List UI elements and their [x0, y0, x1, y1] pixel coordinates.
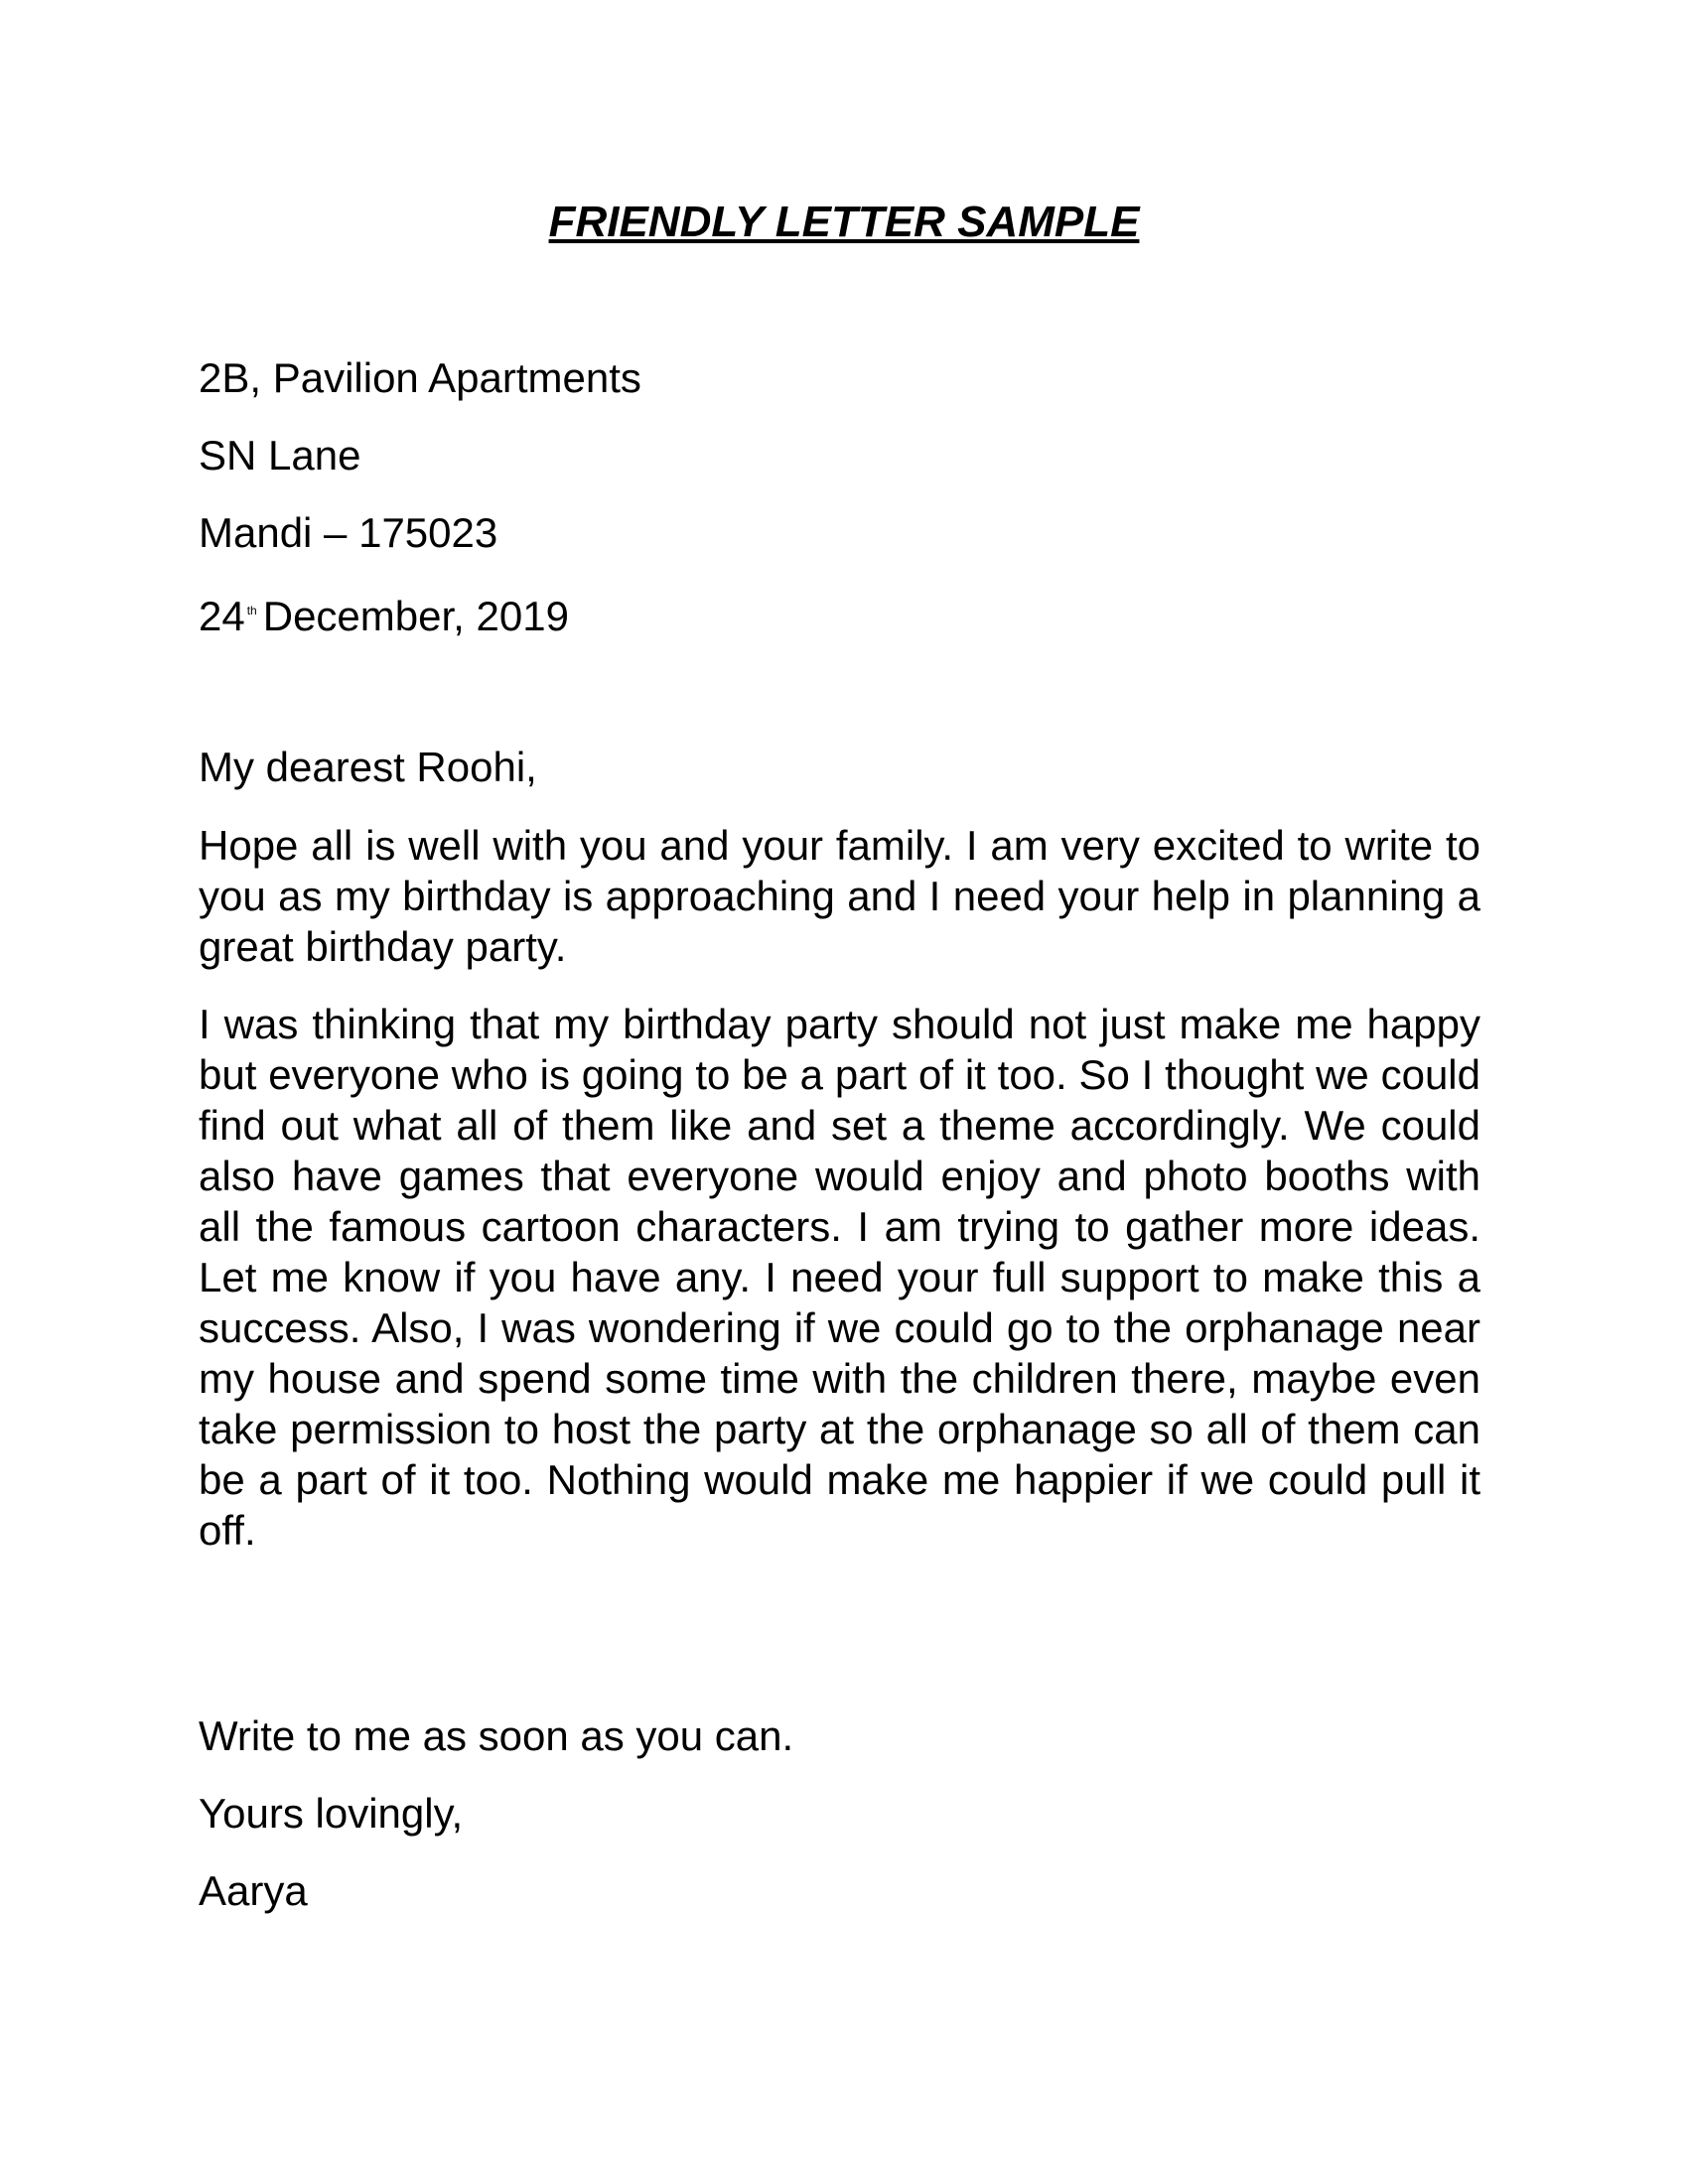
address-line-2: SN Lane	[199, 432, 361, 478]
signature: Aarya	[199, 1867, 308, 1914]
date-day: 24	[199, 593, 245, 639]
letter-title: FRIENDLY LETTER SAMPLE	[548, 198, 1140, 246]
closing-line: Write to me as soon as you can.	[199, 1712, 794, 1759]
body-paragraph-1: Hope all is well with you and your family. I am very excited to write to you as my birthday is approaching and I need your help in planning a great birthday party.	[199, 822, 1480, 970]
date-suffix: th	[246, 604, 257, 617]
address-line-1: 2B, Pavilion Apartments	[199, 354, 641, 401]
body-paragraph-2: I was thinking that my birthday party should not just make me happy but everyone who is going to be a part of it too. So I thought we could find out what all of them like and set a theme accordingly. We could also have games that everyone would enjoy and photo booths with all the famous cartoon characters. I am trying to gather more ideas. Let me know if you have any. I need your full support to make this a success. Also, I was wondering if we could go to the orphanage near my house and spend some time with the children there, maybe even take permission to host the party at the orphanage so all of them can be a part of it too. Nothing would make me happier if we could pull it off.	[199, 1001, 1480, 1554]
closing-complimentary: Yours lovingly,	[199, 1790, 464, 1837]
address-line-3: Mandi – 175023	[199, 509, 498, 556]
letter-date	[199, 586, 569, 641]
date-rest: December, 2019	[262, 593, 569, 639]
salutation: My dearest Roohi,	[199, 744, 537, 790]
